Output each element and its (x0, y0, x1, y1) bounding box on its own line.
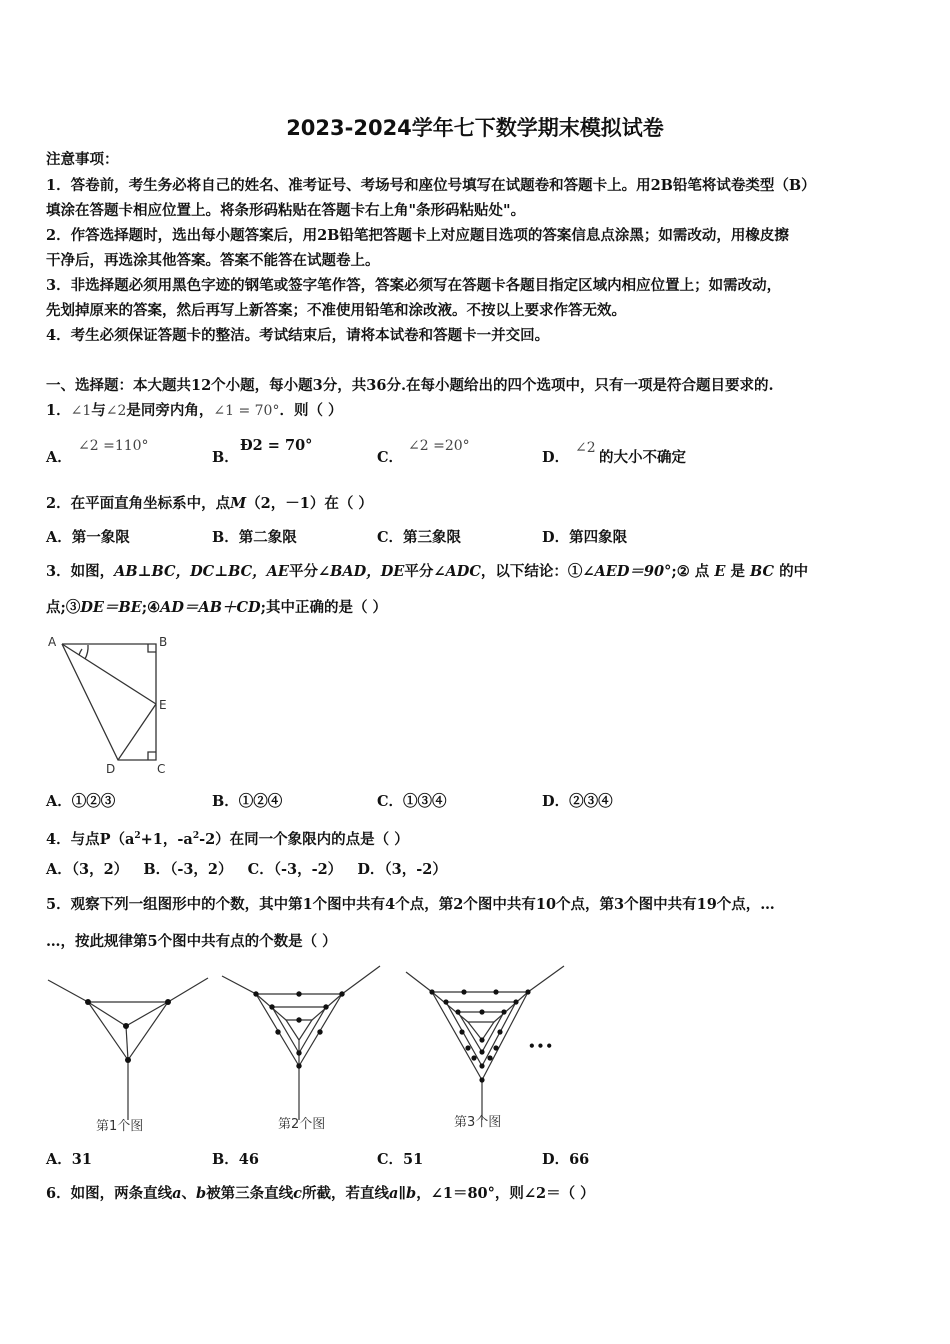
q2-text: （2，－1）在（ ） (246, 495, 373, 512)
q6-text: 6．如图，两条直线 (46, 1185, 173, 1202)
figure-dot (513, 999, 518, 1004)
q1-math: ∠1 = 70° (213, 403, 280, 419)
question-4-stem (46, 826, 906, 850)
q3-option-a: A．①②③ (46, 793, 116, 810)
q5-figure-2 (218, 962, 388, 1138)
q1-text: ．则（ ） (279, 402, 343, 419)
q1-option-d-value: ∠2 (575, 440, 596, 456)
question-3-stem-line1 (46, 562, 906, 582)
q3-right-angle-c (148, 752, 156, 760)
figure-dot (429, 989, 434, 994)
figure-dot (465, 1045, 470, 1050)
q6-math: b (196, 1185, 207, 1202)
notes-line: 3．非选择题必须用黑色字迹的钢笔或签字笔作答，答案必须写在答题卡各题目指定区域内相应位置上；如需改动， (46, 277, 782, 294)
figure-line (48, 980, 88, 1002)
q1-text: 1． (46, 402, 71, 419)
q1-math: ∠2 (105, 403, 127, 419)
q3-option-b: B．①②④ (212, 793, 283, 810)
figure-dot (296, 1017, 301, 1022)
question-1-stem (46, 401, 906, 421)
q3-math: ∠ADC (433, 563, 481, 580)
q6-math: a∥b (388, 1185, 417, 1202)
q3-label-b: B (159, 635, 168, 649)
figure-dot (479, 1037, 484, 1042)
q3-math: DE＝BE (80, 599, 142, 616)
notes-heading: 注意事项： (46, 151, 119, 168)
q3-option-c: C．①③④ (377, 793, 447, 810)
q3-quadrilateral (62, 644, 156, 760)
q3-label-e: E (159, 698, 167, 712)
notes-line: 4．考生必须保证答题卡的整洁。考试结束后，请将本试卷和答题卡一并交回。 (46, 327, 550, 344)
q1-math: ∠1 (70, 403, 92, 419)
figure-dot (479, 1009, 484, 1014)
q3-text: ，以下结论：① (480, 563, 583, 580)
figure-dot (487, 1055, 492, 1060)
q3-math: AB⊥BC，DC⊥BC，AE (114, 563, 289, 580)
q5-option-c: C．51 (377, 1151, 424, 1168)
q1-option-b-label: B． (212, 449, 239, 466)
page-title: 2023-2024学年七下数学期末模拟试卷 (286, 116, 664, 140)
q5-option-b: B．46 (212, 1151, 259, 1168)
figure-line (126, 1002, 168, 1026)
figure-dot (125, 1057, 131, 1063)
q3-figure (40, 630, 180, 780)
question-3-stem-line2 (46, 598, 906, 618)
notes-line: 干净后，再选涂其他答案。答案不能答在试题卷上。 (46, 252, 380, 269)
q3-right-angle-b (148, 644, 156, 652)
q3-label-c: C (157, 762, 166, 776)
figure-dot (323, 1004, 328, 1009)
figure-dot (479, 1063, 484, 1068)
q1-option-c-value: ∠2 =20° (408, 438, 470, 454)
q3-text: 平分 (404, 563, 434, 580)
q4-text: 4．与点P（a (46, 830, 135, 848)
q3-math: ∠BAD，DE (318, 563, 405, 580)
figure-dot (296, 991, 301, 996)
q3-text: ;其中正确的是（ ） (260, 599, 388, 616)
figure-dot (471, 1055, 476, 1060)
figure-line (432, 992, 468, 1022)
q6-text: 被第三条直线 (206, 1185, 294, 1202)
q1-option-b-value: Ð2 = 70° (240, 437, 313, 454)
figure-dot (253, 991, 258, 996)
q3-math: AD＝AB＋CD (160, 599, 261, 616)
q3-text: 3．如图， (46, 563, 115, 580)
q1-option-a-value: ∠2 =110° (78, 438, 149, 454)
figure-dot (479, 1077, 484, 1082)
figure-dot (525, 989, 530, 994)
q3-math: BC (750, 563, 775, 580)
q5-caption-3: 第3个图 (454, 1115, 502, 1130)
q6-text: 所截，若直线 (301, 1185, 389, 1202)
q1-option-d-label: D． (542, 449, 570, 466)
notes-line: 先划掉原来的答案，然后再写上新答案；不准使用铅笔和涂改液。不按以上要求作答无效。 (46, 302, 626, 319)
notes-line: 2．作答选择题时，选出每小题答案后，用2B铅笔把答题卡上对应题目选项的答案信息点涂黑；如需改动，用橡皮擦 (46, 227, 789, 244)
figure-dot (501, 1009, 506, 1014)
notes-line: 1．答卷前，考生务必将自己的姓名、准考证号、考场号和座位号填写在试题卷和答题卡上。用2B铅笔将试卷类型（B） (46, 177, 816, 194)
figure-line (406, 972, 432, 992)
q2-option-c: C．第三象限 (377, 529, 462, 546)
q6-text: ，∠1＝80°，则∠2＝（ ） (416, 1185, 595, 1202)
figure-dot (296, 1050, 301, 1055)
q3-text: 平分 (289, 563, 318, 580)
question-2-stem (46, 494, 906, 514)
q5-option-a: A．31 (46, 1151, 92, 1168)
q5-figure-1 (44, 968, 214, 1138)
figure-dot (339, 991, 344, 996)
figure-line (222, 976, 256, 994)
figure-dot (461, 989, 466, 994)
q6-math: c (293, 1185, 302, 1202)
q4-text: +1，-a (140, 830, 193, 848)
figure-line (88, 1002, 126, 1026)
q3-math: ∠AED＝90° (582, 563, 672, 580)
q5-figure-3 (402, 960, 582, 1136)
figure-dot (493, 1045, 498, 1050)
question-6-stem (46, 1184, 906, 1204)
q4-text: -2）在同一个象限内的点是（ ） (199, 830, 409, 848)
figure-dot (317, 1029, 322, 1034)
q2-option-a: A．第一象限 (46, 529, 130, 546)
q3-text: 点;③ (46, 599, 81, 616)
q5-option-d: D．66 (542, 1151, 590, 1168)
q3-text: ;② 点 (671, 563, 710, 580)
figure-dot (275, 1029, 280, 1034)
figure-line (494, 992, 528, 1022)
q3-text: ;④ (141, 599, 161, 616)
q2-text: 2．在平面直角坐标系中，点 (46, 495, 231, 512)
q5-caption-1: 第1个图 (96, 1119, 144, 1134)
figure-dot (455, 1009, 460, 1014)
q6-math: a (172, 1185, 182, 1202)
figure-dot (459, 1029, 464, 1034)
q3-text: 的中 (779, 563, 809, 580)
q4-options: A．（3，2） B．（-3，2） C．（-3，-2） D．（3，-2） (46, 861, 447, 878)
q3-angle-arc (85, 645, 88, 659)
figure-line (126, 1026, 128, 1060)
q4-superscript: 2 (192, 831, 200, 841)
notes-line: 填涂在答题卡相应位置上。将条形码粘贴在答题卡右上角"条形码粘贴处"。 (46, 202, 526, 219)
q4-superscript: 2 (134, 831, 141, 841)
figure-line (168, 978, 208, 1002)
figure-dot (497, 1029, 502, 1034)
figure-dot (165, 999, 171, 1005)
q2-option-b: B．第二象限 (212, 529, 297, 546)
question-5-stem-line2: …，按此规律第5个图中共有点的个数是（ ） (46, 933, 337, 950)
figure-dot (85, 999, 91, 1005)
q3-label-a: A (48, 635, 57, 649)
figure-dot (493, 989, 498, 994)
q1-option-a-label: A． (46, 449, 72, 466)
q3-math: E (714, 563, 726, 580)
q2-point: M (230, 495, 247, 512)
q1-text: 是同旁内角， (126, 402, 214, 419)
q1-option-c-label: C． (377, 449, 404, 466)
q3-label-d: D (106, 762, 116, 776)
q3-option-d: D．②③④ (542, 793, 613, 810)
section-heading: 一、选择题：本大题共12个小题，每小题3分，共36分.在每小题给出的四个选项中，只有一项是符合题目要求的. (46, 377, 774, 394)
q1-text: 与 (91, 402, 106, 419)
q3-text: 是 (730, 563, 745, 580)
figure-dot (479, 1049, 484, 1054)
q2-option-d: D．第四象限 (542, 529, 628, 546)
figure-dot (123, 1023, 129, 1029)
q3-angle-arc (79, 649, 82, 655)
figure-line (528, 966, 564, 992)
q5-ellipsis: ••• (528, 1039, 555, 1053)
question-5-stem-line1: 5．观察下列一组图形中的个数，其中第1个图中共有4个点，第2个图中共有10个点，第3个图中共有19个点，… (46, 896, 775, 913)
figure-dot (269, 1004, 274, 1009)
figure-dot (296, 1063, 301, 1068)
q6-text: 、 (181, 1185, 196, 1202)
figure-dot (443, 999, 448, 1004)
q5-caption-2: 第2个图 (278, 1117, 326, 1132)
q1-option-d-tail: 的大小不确定 (599, 449, 686, 466)
figure-line (342, 966, 380, 994)
